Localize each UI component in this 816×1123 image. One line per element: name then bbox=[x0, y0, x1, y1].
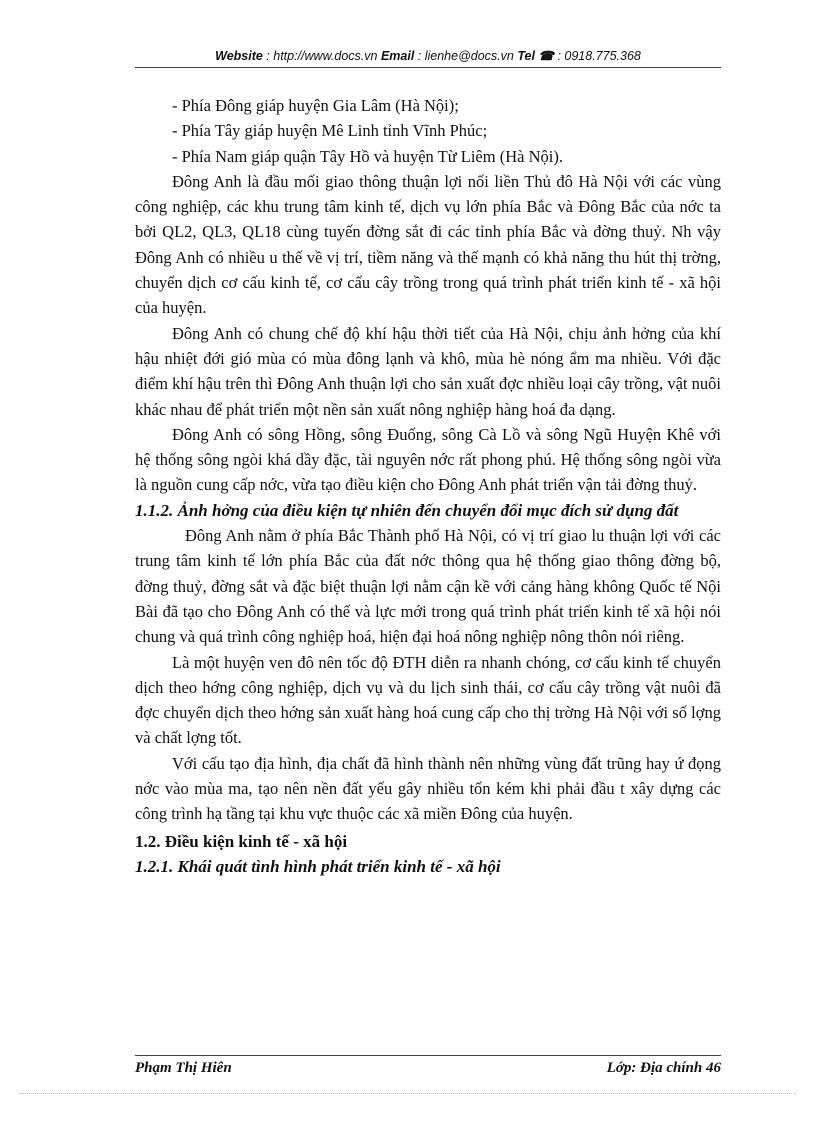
border-south: - Phía Nam giáp quận Tây Hồ và huyện Từ Liêm (Hà Nội). bbox=[172, 146, 563, 166]
page-bottom-dotted-line bbox=[20, 1093, 796, 1094]
paragraph-location: Đông Anh nằm ở phía Bắc Thành phố Hà Nội, có vị trí giao lu thuận lợi với các trung tâm kinh tế lớn phía Bắc của đất nớc thông qua hệ thống giao thông đờng bộ, đờng thuỷ, đờng sắt và đặc biệt thuận lợi nằm cận kề với cảng hàng không Quốc tế Nội Bài đã tạo cho Đông Anh có thế và lực mới trong quá trình phát triển kinh tế xã hội nói chung và quá trình công nghiệp hoá, hiện đại hoá nông nghiệp nông thôn nói riêng. bbox=[135, 526, 721, 647]
author-name: Phạm Thị Hiên bbox=[135, 1060, 232, 1076]
email-address[interactable]: : lienhe@docs.vn bbox=[414, 49, 518, 63]
document-body bbox=[135, 93, 721, 879]
footer-divider bbox=[135, 1055, 721, 1056]
email-label: Email bbox=[380, 49, 415, 63]
section-heading-1-2-1: 1.2.1. Khái quát tình hình phát triển kinh tế - xã hội bbox=[135, 856, 501, 876]
border-west: - Phía Tây giáp huyện Mê Linh tỉnh Vĩnh Phúc; bbox=[172, 121, 488, 141]
paragraph-transport: Đông Anh là đầu mối giao thông thuận lợi nối liền Thủ đô Hà Nội với các vùng công nghiệp, các khu trung tâm kinh tế, dịch vụ lớn phía Bắc và Đông Bắc của nớc ta bởi QL2, QL3, QL18 cùng tuyến đờng sắt đi các tỉnh phía Bắc và đờng thuỷ. Nh vậy Đông Anh có nhiều u thế về vị trí, tiềm năng và thế mạnh có khả năng thu hút thị trờng, chuyển dịch cơ cấu kinh tế, cơ cấu cây trồng trong quá trình phát triển kinh tế - xã hội của huyện. bbox=[135, 171, 721, 318]
class-name: Lớp: Địa chính 46 bbox=[606, 1060, 721, 1076]
tel-number: : 0918.775.368 bbox=[553, 49, 641, 63]
section-heading-1-2: 1.2. Điều kiện kinh tế - xã hội bbox=[135, 831, 348, 851]
header-divider bbox=[135, 67, 721, 68]
paragraph-terrain: Với cấu tạo địa hình, địa chất đã hình thành nên những vùng đất trũng hay ứ đọng nớc vào mùa ma, tạo nên nền đất yếu gây nhiều tốn kém khi phải đầu t xây dựng các công trình hạ tầng tại khu vực thuộc các xã miền Đông của huyện. bbox=[135, 753, 721, 824]
paragraph-climate: Đông Anh có chung chế độ khí hậu thời tiết của Hà Nội, chịu ảnh hởng của khí hậu nhiệt đới gió mùa có mùa đông lạnh và khô, mùa hè nóng ẩm ma nhiều. Với đặc điểm khí hậu trên thì Đông Anh thuận lợi cho sản xuất đợc nhiều loại cây trồng, vật nuôi khác nhau để phát triển một nền sản xuất nông nghiệp hàng hoá đa dạng. bbox=[135, 323, 721, 419]
page-header bbox=[135, 48, 721, 63]
tel-label: Tel ☎ bbox=[517, 49, 554, 63]
section-heading-1-1-2: 1.1.2. Ảnh hởng của điều kiện tự nhiên đến chuyển đổi mục đích sử dụng đất bbox=[135, 500, 679, 520]
paragraph-rivers: Đông Anh có sông Hồng, sông Đuống, sông Cà Lồ và sông Ngũ Huyện Khê với hệ thống sông ngòi khá dầy đặc, tài nguyên nớc rất phong phú. Hệ thống sông ngòi vừa là nguồn cung cấp nớc, vừa tạo điều kiện cho Đông Anh phát triển vận tải đờng thuỷ. bbox=[135, 424, 721, 495]
website-url[interactable]: : http://www.docs.vn bbox=[262, 49, 381, 63]
website-label: Website bbox=[215, 49, 263, 63]
paragraph-urbanization: Là một huyện ven đô nên tốc độ ĐTH diễn ra nhanh chóng, cơ cấu kinh tế chuyển dịch theo hớng công nghiệp, dịch vụ và du lịch sinh thái, cơ cấu cây trồng vật nuôi đã đợc chuyển dịch theo hớng sản xuất hàng hoá cung cấp cho thị trờng Hà Nội với số lợng và chất lợng tốt. bbox=[135, 652, 721, 748]
border-east: - Phía Đông giáp huyện Gia Lâm (Hà Nội); bbox=[172, 96, 459, 115]
